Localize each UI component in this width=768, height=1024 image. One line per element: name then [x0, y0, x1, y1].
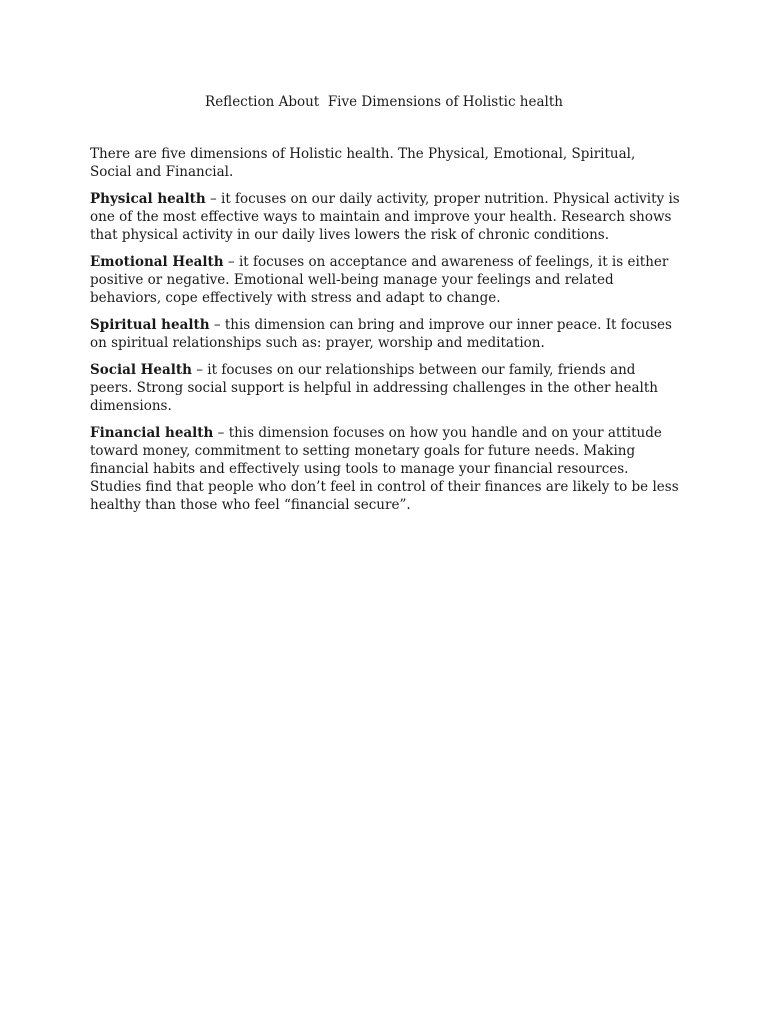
spiritual-health-text: – this dimension can bring and improve our inner peace. It focuses on spiritual relationships such as: prayer, worship and meditation. [90, 317, 672, 351]
social-health-heading: Social Health [90, 362, 192, 378]
emotional-health-paragraph [90, 253, 680, 307]
financial-health-text: – this dimension focuses on how you handle and on your attitude toward money, commitment to setting monetary goals for future needs. Making financial habits and effectively using tools to manage your financial resources. Studies find that people who don’t feel in control of their finances are likely to be less healthy than those who feel “financial secure”. [90, 425, 679, 513]
financial-health-paragraph [90, 424, 680, 514]
emotional-health-text: – it focuses on acceptance and awareness of feelings, it is either positive or negative. Emotional well-being manage your feelings and related behaviors, cope effectively with stress and adapt to change. [90, 254, 669, 306]
social-health-paragraph [90, 361, 680, 415]
physical-health-paragraph [90, 190, 680, 244]
social-health-text: – it focuses on our relationships between our family, friends and peers. Strong social support is helpful in addressing challenges in the other health dimensions. [90, 362, 658, 414]
emotional-health-heading: Emotional Health [90, 254, 224, 270]
spiritual-health-heading: Spiritual health [90, 317, 210, 333]
physical-health-text: – it focuses on our daily activity, proper nutrition. Physical activity is one of the most effective ways to maintain and improve your health. Research shows that physical activity in our daily lives lowers the risk of chronic conditions. [90, 191, 680, 243]
spiritual-health-paragraph [90, 316, 680, 352]
intro-paragraph: There are five dimensions of Holistic health. The Physical, Emotional, Spiritual, Social and Financial. [90, 146, 636, 180]
document-title: Reflection About Five Dimensions of Holistic health [205, 94, 563, 110]
document-body [90, 145, 680, 523]
physical-health-heading: Physical health [90, 191, 206, 207]
financial-health-heading: Financial health [90, 425, 214, 441]
